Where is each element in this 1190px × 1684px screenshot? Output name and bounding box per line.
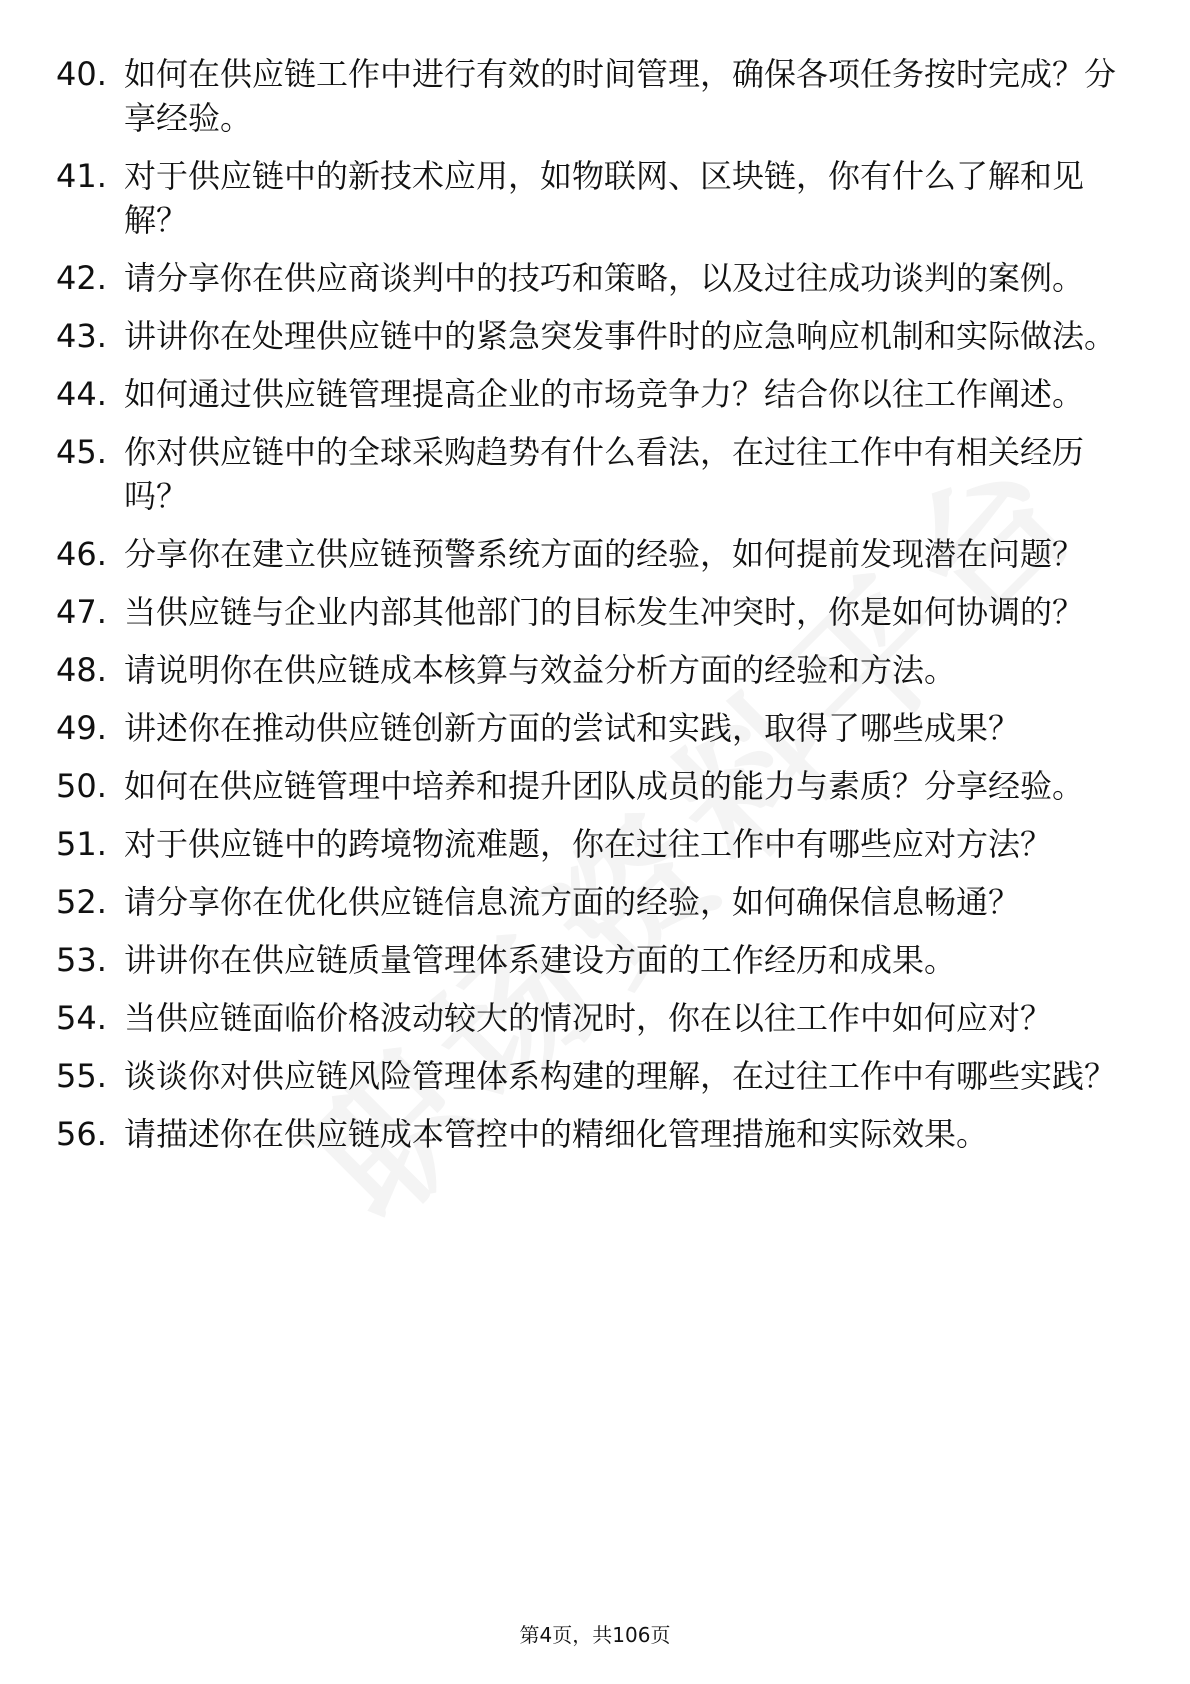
question-text: 对于供应链中的跨境物流难题，你在过往工作中有哪些应对方法？ xyxy=(124,825,1053,863)
question-item xyxy=(56,52,1116,140)
question-item xyxy=(56,314,1116,358)
question-text: 当供应链面临价格波动较大的情况时，你在以往工作中如何应对？ xyxy=(124,999,1053,1037)
question-number: 46. xyxy=(56,535,107,573)
question-text: 请分享你在供应商谈判中的技巧和策略，以及过往成功谈判的案例。 xyxy=(124,259,1085,297)
question-number: 52. xyxy=(56,883,107,921)
question-list xyxy=(56,52,1116,1170)
question-number: 54. xyxy=(56,999,107,1037)
question-item xyxy=(56,1112,1116,1156)
question-text: 当供应链与企业内部其他部门的目标发生冲突时，你是如何协调的？ xyxy=(124,593,1085,631)
question-item xyxy=(56,256,1116,300)
question-text: 讲讲你在处理供应链中的紧急突发事件时的应急响应机制和实际做法。 xyxy=(124,317,1117,355)
question-number: 44. xyxy=(56,375,107,413)
question-item xyxy=(56,706,1116,750)
question-number: 42. xyxy=(56,259,107,297)
question-item xyxy=(56,372,1116,416)
question-number: 49. xyxy=(56,709,107,747)
question-item xyxy=(56,764,1116,808)
question-text: 如何在供应链工作中进行有效的时间管理，确保各项任务按时完成？分享经验。 xyxy=(124,55,1117,137)
question-item xyxy=(56,1054,1116,1098)
question-text: 讲述你在推动供应链创新方面的尝试和实践，取得了哪些成果？ xyxy=(124,709,1021,747)
question-item xyxy=(56,532,1116,576)
question-item xyxy=(56,822,1116,866)
question-number: 48. xyxy=(56,651,107,689)
question-number: 51. xyxy=(56,825,107,863)
question-number: 50. xyxy=(56,767,107,805)
question-number: 47. xyxy=(56,593,107,631)
page-footer: 第4页，共106页 xyxy=(519,1623,671,1647)
question-text: 如何在供应链管理中培养和提升团队成员的能力与素质？分享经验。 xyxy=(124,767,1085,805)
question-text: 请说明你在供应链成本核算与效益分析方面的经验和方法。 xyxy=(124,651,957,689)
question-number: 45. xyxy=(56,433,107,471)
question-text: 分享你在建立供应链预警系统方面的经验，如何提前发现潜在问题？ xyxy=(124,535,1085,573)
question-text: 对于供应链中的新技术应用，如物联网、区块链，你有什么了解和见解？ xyxy=(124,157,1085,239)
question-item xyxy=(56,938,1116,982)
question-item xyxy=(56,154,1116,242)
question-item xyxy=(56,430,1116,518)
question-number: 53. xyxy=(56,941,107,979)
question-item xyxy=(56,996,1116,1040)
question-text: 请分享你在优化供应链信息流方面的经验，如何确保信息畅通？ xyxy=(124,883,1021,921)
question-number: 41. xyxy=(56,157,107,195)
question-number: 40. xyxy=(56,55,107,93)
question-number: 56. xyxy=(56,1115,107,1153)
question-text: 你对供应链中的全球采购趋势有什么看法，在过往工作中有相关经历吗？ xyxy=(124,433,1085,515)
question-number: 43. xyxy=(56,317,107,355)
question-text: 请描述你在供应链成本管控中的精细化管理措施和实际效果。 xyxy=(124,1115,989,1153)
question-number: 55. xyxy=(56,1057,107,1095)
question-text: 谈谈你对供应链风险管理体系构建的理解，在过往工作中有哪些实践？ xyxy=(124,1057,1117,1095)
question-item xyxy=(56,590,1116,634)
question-item xyxy=(56,880,1116,924)
question-text: 如何通过供应链管理提高企业的市场竞争力？结合你以往工作阐述。 xyxy=(124,375,1085,413)
question-text: 讲讲你在供应链质量管理体系建设方面的工作经历和成果。 xyxy=(124,941,957,979)
question-item xyxy=(56,648,1116,692)
